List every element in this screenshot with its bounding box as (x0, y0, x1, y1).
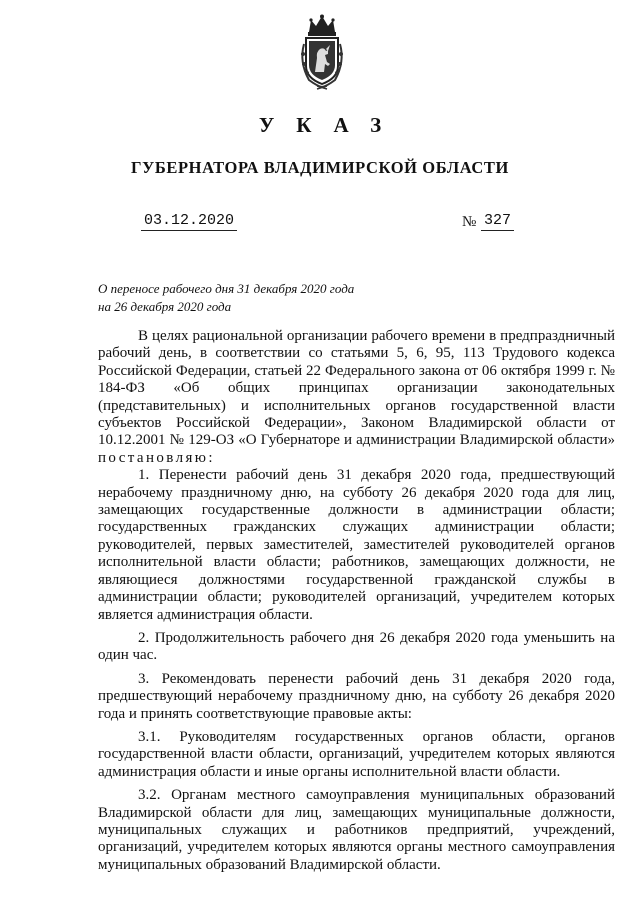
coat-of-arms-icon (297, 14, 347, 90)
document-subtitle: ГУБЕРНАТОРА ВЛАДИМИРСКОЙ ОБЛАСТИ (131, 158, 509, 177)
paragraph-1: 1. Перенести рабочий день 31 декабря 2020 года, предшествующий нерабочему праздничному дню, на субботу 26 декабря 2020 года для лиц, замещающих государственные должности в администрации области; государственных гражданских служащих администрации области; руководителей, первых заместителей, заместителей руководителей органов исполнительной власти области; работников, замещающих должности, не являющиеся должностями государственной гражданской службы в администрации области; руководителей организаций, учредителем которых является администрация области. (98, 467, 615, 623)
decree-number-label: № (462, 214, 477, 230)
paragraph-3-1: 3.1. Руководителям государственных органов области, органов государственной власти области, организаций, учредителем которых являются администрация области и иные органы исполнительной власти области. (98, 728, 615, 780)
subject-line: О переносе рабочего дня 31 декабря 2020 года (98, 281, 355, 296)
preamble-paragraph (98, 328, 615, 467)
paragraph-2: 2. Продолжительность рабочего дня 26 декабря 2020 года уменьшить на один час. (98, 629, 615, 664)
decree-subject (98, 280, 398, 316)
preamble-text: В целях рациональной организации рабочего времени в предпраздничный рабочий день, в соответствии со статьями 5, 6, 95, 113 Трудового кодекса Российской Федерации, статьей 22 Федерального закона от 06 октября 1999 г. № 184-ФЗ «Об общих принципах организации законодательных (представительных) и исполнительных органов государственной власти субъектов Российской Федерации», Законом Владимирской области от 10.12.2001 № 129-ОЗ «О Губернаторе и администрации Владимирской области» (98, 328, 615, 449)
paragraph-3: 3. Рекомендовать перенести рабочий день 31 декабря 2020 года, предшествующий нерабочему праздничному дню, на субботу 26 декабря 2020 года и принять соответствующие правовые акты: (98, 670, 615, 722)
decree-body (98, 328, 615, 874)
paragraph-3-2: 3.2. Органам местного самоуправления муниципальных образований Владимирской области для лиц, замещающих муниципальные должности, муниципальных служащих и работников предприятий, учреждений, организаций, учредителем которых являются органы местного самоуправления муниципальных образований Владимирской области. (98, 787, 615, 873)
decree-word: постановляю: (98, 449, 215, 466)
document-title: УКАЗ (258, 113, 404, 137)
decree-date: 03.12.2020 (141, 212, 237, 231)
subject-line: на 26 декабря 2020 года (98, 299, 232, 314)
decree-number: 327 (481, 212, 514, 231)
